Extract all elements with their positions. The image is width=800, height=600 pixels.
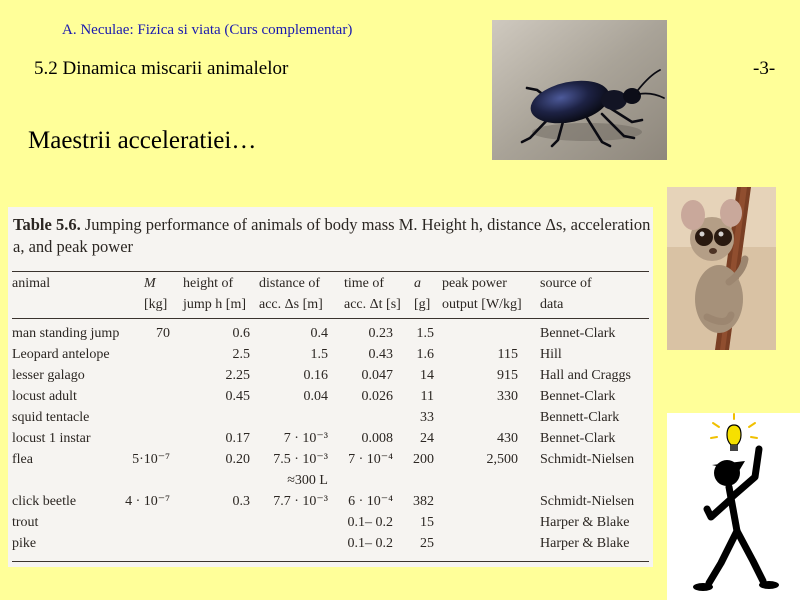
cell-power: 430 (497, 431, 518, 446)
cell-time: 0.026 (361, 389, 393, 404)
header-distance-unit: acc. Δs [m] (259, 297, 323, 312)
header-mass-unit: [kg] (144, 297, 168, 312)
cell-source: Schmidt-Nielsen (540, 494, 635, 509)
cell-animal: flea (12, 452, 33, 467)
cell-accel: 1.6 (416, 347, 434, 362)
header-accel: a (414, 276, 421, 291)
cell-source: Bennet-Clark (540, 431, 616, 446)
cell-source: Harper & Blake (540, 536, 630, 551)
cell-distance: 0.04 (303, 389, 328, 404)
table-bottom-rule (12, 561, 649, 562)
header-source: source of (540, 276, 592, 291)
table-header-rule (12, 318, 649, 319)
page-number: -3- (753, 58, 776, 79)
cell-animal: locust 1 instar (12, 431, 91, 446)
cell-mass: 70 (156, 326, 170, 341)
header-time: time of (344, 276, 385, 291)
cell-time: 0.23 (368, 326, 393, 341)
header-mass: M (144, 276, 156, 291)
beetle-photo (492, 20, 667, 160)
cell-time: 0.008 (361, 431, 393, 446)
cell-height: 0.3 (232, 494, 250, 509)
header-distance: distance of (259, 276, 321, 291)
header-power-unit: output [W/kg] (442, 297, 522, 312)
cell-height: 0.17 (225, 431, 250, 446)
header-credit: A. Neculae: Fizica si viata (Curs complementar) (62, 22, 353, 38)
header-animal: animal (12, 276, 51, 291)
cell-animal: lesser galago (12, 368, 85, 383)
cell-animal: Leopard antelope (12, 347, 110, 362)
section-title: 5.2 Dinamica miscarii animalelor (34, 58, 289, 79)
cell-animal: man standing jump (12, 326, 120, 341)
cell-source: Hill (540, 347, 562, 362)
cell-animal: locust adult (12, 389, 77, 404)
cell-distance: 7.7 · 10⁻³ (273, 494, 328, 509)
cell-distance: 0.16 (303, 368, 328, 383)
cell-distance: 7.5 · 10⁻³ (273, 452, 328, 467)
cell-height: 0.45 (225, 389, 250, 404)
cell-power: 2,500 (486, 452, 518, 467)
cell-source: Schmidt-Nielsen (540, 452, 635, 467)
cell-accel: 25 (420, 536, 434, 551)
cell-animal: squid tentacle (12, 410, 90, 425)
header-height-unit: jump h [m] (183, 297, 246, 312)
jumping-performance-table (8, 207, 653, 567)
header-power: peak power (442, 276, 507, 291)
table-top-rule (12, 271, 649, 272)
cell-power: 330 (497, 389, 518, 404)
cell-height: 0.6 (232, 326, 250, 341)
cell-mass: 5·10⁻⁷ (132, 452, 170, 467)
cell-distance: ≈300 L (287, 473, 328, 488)
cell-time: 0.047 (361, 368, 393, 383)
cell-time: 6 · 10⁻⁴ (348, 494, 393, 509)
cell-source: Bennett-Clark (540, 410, 620, 425)
cell-distance: 0.4 (310, 326, 328, 341)
cell-accel: 14 (420, 368, 434, 383)
cell-accel: 15 (420, 515, 434, 530)
cell-power: 915 (497, 368, 518, 383)
cell-distance: 1.5 (310, 347, 328, 362)
cell-time: 0.1– 0.2 (347, 515, 393, 530)
cell-accel: 1.5 (416, 326, 434, 341)
cell-time: 0.1– 0.2 (347, 536, 393, 551)
cell-time: 7 · 10⁻⁴ (348, 452, 393, 467)
cell-height: 2.5 (232, 347, 250, 362)
cell-source: Harper & Blake (540, 515, 630, 530)
header-time-unit: acc. Δt [s] (344, 297, 401, 312)
idea-stick-figure (667, 413, 800, 600)
table-caption (13, 214, 651, 258)
cell-accel: 382 (413, 494, 434, 509)
cell-height: 2.25 (225, 368, 250, 383)
header-height: height of (183, 276, 234, 291)
cell-source: Bennet-Clark (540, 326, 616, 341)
table-caption-text: Jumping performance of animals of body mass M. Height h, distance Δs, acceleration a, and peak power (13, 215, 651, 256)
cell-animal: trout (12, 515, 39, 530)
cell-power: 115 (497, 347, 518, 362)
cell-animal: click beetle (12, 494, 77, 509)
cell-mass: 4 · 10⁻⁷ (125, 494, 170, 509)
cell-animal: pike (12, 536, 37, 551)
cell-accel: 200 (413, 452, 434, 467)
cell-accel: 33 (420, 410, 434, 425)
header-accel-unit: [g] (414, 297, 431, 312)
cell-source: Bennet-Clark (540, 389, 616, 404)
cell-source: Hall and Craggs (540, 368, 631, 383)
cell-accel: 11 (420, 389, 434, 404)
header-source-unit: data (540, 297, 564, 312)
table-caption-label: Table 5.6. (13, 215, 81, 234)
cell-time: 0.43 (368, 347, 393, 362)
cell-height: 0.20 (225, 452, 250, 467)
cell-distance: 7 · 10⁻³ (283, 431, 328, 446)
cell-accel: 24 (420, 431, 434, 446)
galago-photo (667, 187, 776, 350)
slide-heading: Maestrii acceleratiei… (28, 127, 257, 154)
